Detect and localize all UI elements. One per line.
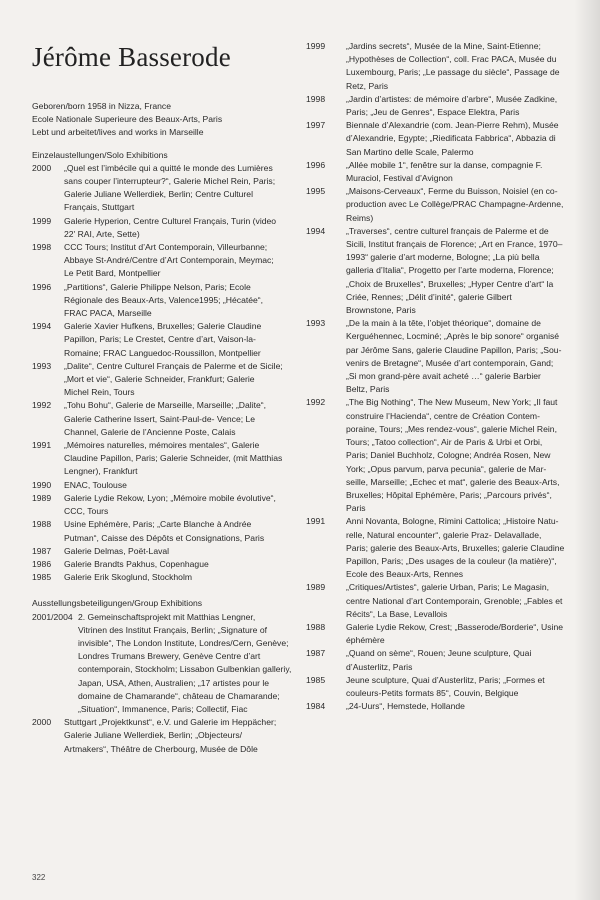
- exhibition-entry: [32, 360, 294, 400]
- exhibition-text-line: Brownstone, Paris: [346, 305, 416, 316]
- exhibition-entry: [32, 320, 294, 360]
- exhibition-text-line: „Situation“, Immanence, Paris; Collectif, Fiac: [78, 703, 248, 714]
- exhibition-text-line: „Hypothèses de Collection“, coll. Frac PACA, Musée du: [346, 54, 557, 65]
- exhibition-text-line: „Si mon grand-père avait acheté …“ galerie Barbier: [346, 371, 541, 382]
- exhibition-text-line: Channel, Galerie de l’Ancienne Poste, Calais: [64, 426, 236, 437]
- exhibition-year: 1998: [32, 242, 52, 253]
- exhibition-entry: [32, 716, 294, 756]
- exhibition-year: 1997: [306, 120, 326, 131]
- exhibition-text: [346, 621, 574, 647]
- exhibition-text-line: Galerie Xavier Hufkens, Bruxelles; Galerie Claudine: [64, 321, 262, 332]
- exhibition-text-line: Muraciol, Festival d’Avignon: [346, 173, 453, 184]
- exhibition-text-line: Paris: [346, 503, 366, 514]
- exhibition-text-line: centre National d’art Contemporain, Grenoble; „Fables et: [346, 595, 563, 606]
- exhibition-text-line: construire l’Hacienda“, centre de Création Contem-: [346, 410, 540, 421]
- exhibition-text: [64, 479, 294, 492]
- left-column: [32, 100, 294, 756]
- exhibition-entry: [32, 215, 294, 241]
- exhibition-text-line: 1993“ galerie d’art moderne, Bologne; „La più bella: [346, 252, 540, 263]
- exhibition-text-line: „Critiques/Artistes“, galerie Urban, Paris; Le Magasin,: [346, 582, 549, 593]
- exhibition-year: 1989: [32, 492, 52, 503]
- exhibition-text-line: „Partitions“, Galerie Philippe Nelson, Paris; Ecole: [64, 281, 251, 292]
- exhibition-text-line: „Quand on sème“, Rouen; Jeune sculpture, Quai: [346, 648, 532, 659]
- exhibition-text-line: Sicili, Institut français de Florence; „Art en France, 1970–: [346, 239, 563, 250]
- page-number: 322: [32, 873, 46, 882]
- exhibition-text-line: Bruxelles; Hôpital Ephémère, Paris; „Parcours privés“,: [346, 489, 552, 500]
- exhibition-text-line: poraine, Tours; „Mes rendez-vous“, galerie Michel Rein,: [346, 423, 557, 434]
- exhibition-text: [64, 215, 294, 241]
- exhibition-entry: [32, 241, 294, 281]
- exhibition-entry: [306, 93, 574, 119]
- exhibition-text: [346, 647, 574, 673]
- exhibition-year: 2000: [32, 717, 52, 728]
- group-exhibitions-list-left: [32, 611, 294, 756]
- exhibition-text-line: Galerie Lydie Rekow, Lyon; „Mémoire mobile évolutive“,: [64, 492, 276, 503]
- exhibition-year: 1992: [306, 397, 326, 408]
- exhibition-year: 1985: [32, 572, 52, 583]
- exhibition-entry: [306, 119, 574, 159]
- exhibition-text-line: Tours; „Tatoo collection“, Air de Paris & Urbi et Orbi,: [346, 437, 543, 448]
- exhibition-year: 1985: [306, 674, 326, 685]
- exhibition-entry: [32, 479, 294, 492]
- exhibition-entry: [306, 700, 574, 713]
- exhibition-text-line: Récits“, La Base, Levallois: [346, 608, 448, 619]
- exhibition-year: 1990: [32, 479, 52, 490]
- exhibition-year: 1991: [32, 440, 52, 451]
- exhibition-text: [346, 225, 574, 317]
- exhibition-year: 1989: [306, 582, 326, 593]
- biography-line: Ecole Nationale Superieure des Beaux-Arts, Paris: [32, 114, 223, 125]
- exhibition-text-line: Romaine; FRAC Languedoc-Roussillon, Montpellier: [64, 347, 261, 358]
- exhibition-text-line: Luxembourg, Paris; „Le passage du siècle“, Passage de: [346, 67, 560, 78]
- exhibition-entry: [32, 518, 294, 544]
- exhibition-text: [346, 93, 574, 119]
- solo-exhibitions-list: [32, 162, 294, 585]
- exhibition-text: [346, 185, 574, 225]
- exhibition-text: [64, 492, 294, 518]
- exhibition-entry: [306, 581, 574, 621]
- exhibition-year: 1991: [306, 516, 326, 527]
- exhibition-text-line: „Choix de Bruxelles“, Bruxelles; „Hyper Centre d’art“ la: [346, 278, 554, 289]
- exhibition-text-line: Stuttgart „Projektkunst“, e.V. und Galerie im Heppächer;: [64, 717, 277, 728]
- exhibition-text: [64, 399, 294, 439]
- exhibition-text-line: 2. Gemeinschaftsprojekt mit Matthias Lengner,: [78, 611, 256, 622]
- exhibition-text: [346, 581, 574, 621]
- exhibition-text-line: Galerie Juliane Wellerdiek, Berlin; Centre Culturel: [64, 189, 253, 200]
- exhibition-text: [64, 162, 294, 215]
- exhibition-text-line: relle, Natural encounter“, galerie Praz- Delavallade,: [346, 529, 542, 540]
- exhibition-text-line: „De la main à la tête, l’objet théorique“, domaine de: [346, 318, 541, 329]
- exhibition-text-line: 22' RAI, Arte, Sette): [64, 228, 140, 239]
- exhibition-text-line: „Jardins secrets“, Musée de la Mine, Saint-Etienne;: [346, 41, 541, 51]
- exhibition-year: 1986: [32, 558, 52, 569]
- exhibition-year: 1998: [306, 93, 326, 104]
- exhibition-text-line: Usine Ephémère, Paris; „Carte Blanche à Andrée: [64, 519, 252, 530]
- exhibition-year: 1996: [306, 159, 326, 170]
- exhibition-year: 1993: [306, 318, 326, 329]
- exhibition-entry: [306, 317, 574, 396]
- exhibition-text: [64, 518, 294, 544]
- exhibition-text-line: Criée, Rennes; „Délit d’inité“, galerie Gilbert: [346, 291, 512, 302]
- exhibition-text-line: Lengner), Frankfurt: [64, 466, 138, 477]
- exhibition-text: [346, 396, 574, 515]
- exhibition-text-line: Galerie Delmas, Poët-Laval: [64, 545, 170, 556]
- exhibition-entry: [32, 611, 294, 717]
- exhibition-text: [64, 545, 294, 558]
- exhibition-text-line: Paris; Daniel Buchholz, Cologne; Andréa Rosen, New: [346, 450, 551, 461]
- exhibition-text-line: production avec Le Collège/PRAC Champagne-Ardenne,: [346, 199, 564, 210]
- solo-exhibitions-heading: Einzelaustellungen/Solo Exhibitions: [32, 149, 168, 160]
- exhibition-text-line: Anni Novanta, Bologne, Rimini Cattolica; „Histoire Natu-: [346, 516, 559, 527]
- exhibition-entry: [306, 185, 574, 225]
- exhibition-year: 2000: [32, 162, 52, 173]
- exhibition-entry: [32, 545, 294, 558]
- exhibition-text-line: Le Petit Bard, Montpellier: [64, 268, 161, 279]
- biography-line: Lebt und arbeitet/lives and works in Marseille: [32, 127, 204, 138]
- exhibition-text-line: sans couper l’interrupteur?“, Galerie Michel Rein, Paris;: [64, 176, 276, 187]
- exhibition-year: 1988: [306, 621, 326, 632]
- exhibition-text-line: Galerie Erik Skoglund, Stockholm: [64, 572, 193, 583]
- exhibition-text-line: Claudine Papillon, Paris; Galerie Schneider, (mit Matthias: [64, 453, 283, 464]
- exhibition-entry: [32, 162, 294, 215]
- exhibition-year: 1992: [32, 400, 52, 411]
- exhibition-text-line: Michel Rein, Tours: [64, 387, 135, 398]
- exhibition-text-line: „Quel est l’imbécile qui a quitté le monde des Lumières: [64, 162, 273, 173]
- exhibition-entry: [32, 571, 294, 584]
- exhibition-text-line: Retz, Paris: [346, 80, 389, 91]
- exhibition-text-line: Galerie Lydie Rekow, Crest; „Basserode/Borderie“, Usine: [346, 621, 564, 632]
- exhibition-text: [346, 40, 574, 93]
- exhibition-text: [346, 700, 574, 713]
- exhibition-text-line: „24-Uurs“, Hemstede, Hollande: [346, 701, 465, 712]
- exhibition-text-line: Galerie Juliane Wellerdiek, Berlin; „Objecteurs/: [64, 730, 242, 741]
- exhibition-text: [64, 320, 294, 360]
- exhibition-text-line: Beltz, Paris: [346, 384, 390, 395]
- exhibition-entry: [32, 399, 294, 439]
- exhibition-entry: [32, 558, 294, 571]
- exhibition-year: 1988: [32, 519, 52, 530]
- exhibition-entry: [306, 40, 574, 93]
- exhibition-text-line: „Traverses“, centre culturel français de Palerme et de: [346, 225, 549, 236]
- exhibition-text-line: contemporain, Stockholm; Lissabon Gulbenkian galleriy,: [78, 664, 292, 675]
- right-column: [306, 40, 574, 713]
- exhibition-text-line: ENAC, Toulouse: [64, 479, 127, 490]
- artist-name-title: Jérôme Basserode: [32, 42, 231, 72]
- exhibition-text: [346, 159, 574, 185]
- exhibition-text-line: Galerie Catherine Issert, Saint-Paul-de- Vence; Le: [64, 413, 256, 424]
- exhibition-text: [64, 558, 294, 571]
- exhibition-entry: [306, 515, 574, 581]
- exhibition-text: [346, 119, 574, 159]
- exhibition-text-line: „Tohu Bohu“, Galerie de Marseille, Marseille; „Dalite“,: [64, 400, 267, 411]
- exhibition-text-line: éphémère: [346, 635, 385, 646]
- exhibition-text-line: Artmakers“, Théâtre de Cherbourg, Musée de Dôle: [64, 743, 258, 754]
- exhibition-entry: [306, 647, 574, 673]
- exhibition-text-line: Londres Trumans Brewery, Genève Centre d’art: [78, 651, 261, 662]
- group-exhibitions-list-right: [306, 40, 574, 713]
- exhibition-year: 2001/2004: [32, 611, 73, 622]
- exhibition-text-line: Français, Stuttgart: [64, 202, 135, 213]
- exhibition-text-line: d’Austerlitz, Paris: [346, 661, 413, 672]
- exhibition-entry: [306, 225, 574, 317]
- exhibition-text: [64, 281, 294, 321]
- exhibition-year: 1993: [32, 360, 52, 371]
- exhibition-text-line: „Mémoires naturelles, mémoires mentales“, Galerie: [64, 440, 260, 451]
- exhibition-text-line: York; „Opus parvum, parva pecunia“, galerie de Mar-: [346, 463, 547, 474]
- exhibition-text-line: d’Alexandrie, Egypte; „Riedificata Fabbrica“, Abbazia di: [346, 133, 556, 144]
- exhibition-text-line: Jeune sculpture, Quai d’Austerlitz, Paris; „Formes et: [346, 674, 545, 685]
- exhibition-year: 1999: [32, 215, 52, 226]
- exhibition-text-line: Papillon, Paris; Le Crestet, Centre d’art, Vaison-la-: [64, 334, 256, 345]
- exhibition-text-line: Japan, USA, Athen, Australien; „17 artistes pour le: [78, 677, 270, 688]
- exhibition-text: [64, 439, 294, 479]
- exhibition-text-line: par Jérôme Sans, galerie Claudine Papillon, Paris; „Sou-: [346, 344, 562, 355]
- exhibition-text-line: Abbaye St-André/Centre d’Art Contemporain, Meymac;: [64, 255, 274, 266]
- exhibition-text-line: couleurs-Petits formats 85“, Couvin, Belgique: [346, 687, 519, 698]
- exhibition-entry: [306, 396, 574, 515]
- exhibition-text-line: „Mort et vie“, Galerie Schneider, Frankfurt; Galerie: [64, 374, 255, 385]
- exhibition-year: 1999: [306, 41, 326, 51]
- exhibition-text-line: FRAC PACA, Marseille: [64, 308, 152, 319]
- exhibition-text-line: Paris; „Jeu de Genres“, Espace Elektra, Paris: [346, 107, 520, 118]
- exhibition-text-line: CCC Tours; Institut d’Art Contemporain, Villeurbanne;: [64, 242, 268, 253]
- exhibition-text: [64, 241, 294, 281]
- exhibition-entry: [306, 621, 574, 647]
- exhibition-text-line: „Allée mobile 1“, fenêtre sur la danse, compagnie F.: [346, 159, 543, 170]
- exhibition-year: 1987: [306, 648, 326, 659]
- exhibition-text-line: „The Big Nothing“, The New Museum, New York; „Il faut: [346, 397, 558, 408]
- exhibition-text-line: Ecole des Beaux-Arts, Rennes: [346, 569, 464, 580]
- exhibition-text-line: Papillon, Paris; „Des usages de la couleur (la matière)“,: [346, 555, 557, 566]
- exhibition-text-line: „Jardin d’artistes: de mémoire d’arbre“, Musée Zadkine,: [346, 93, 558, 104]
- biography-line: Geboren/born 1958 in Nizza, France: [32, 101, 172, 111]
- exhibition-entry: [32, 492, 294, 518]
- exhibition-text-line: CCC, Tours: [64, 506, 109, 517]
- exhibition-text-line: Vitrinen des Institut Français, Berlin; „Signature of: [78, 624, 267, 635]
- exhibition-text-line: Putman“, Caisse des Dépôts et Consignations, Paris: [64, 532, 265, 543]
- exhibition-text-line: domaine de Chamarande“, château de Chamarande;: [78, 690, 280, 701]
- exhibition-text-line: Paris; galerie des Beaux-Arts, Bruxelles; galerie Claudine: [346, 542, 565, 553]
- exhibition-text-line: seille, Marseille; „Echec et mat“, galerie des Beaux-Arts,: [346, 476, 560, 487]
- exhibition-text-line: Reims): [346, 212, 374, 223]
- exhibition-text-line: Kerguéhennec, Locminé; „Après le bip sonore“ organisé: [346, 331, 560, 342]
- exhibition-text-line: Galerie Brandts Pakhus, Copenhague: [64, 558, 209, 569]
- exhibition-text: [346, 317, 574, 396]
- exhibition-entry: [32, 281, 294, 321]
- exhibition-text: [78, 611, 294, 717]
- exhibition-text: [346, 515, 574, 581]
- exhibition-text-line: galleria d’Italia“, Progetto per l’arte moderna, Florence;: [346, 265, 554, 276]
- exhibition-year: 1996: [32, 281, 52, 292]
- exhibition-text: [64, 571, 294, 584]
- exhibition-year: 1987: [32, 545, 52, 556]
- exhibition-text-line: San Martino delle Scale, Palermo: [346, 146, 474, 157]
- exhibition-entry: [306, 674, 574, 700]
- exhibition-text-line: invisible“, The London Institute, Londres/Cern, Genève;: [78, 637, 289, 648]
- exhibition-year: 1995: [306, 186, 326, 197]
- exhibition-entry: [306, 159, 574, 185]
- group-exhibitions-heading: Ausstellungsbeteiligungen/Group Exhibitions: [32, 598, 203, 609]
- exhibition-text: [64, 716, 294, 756]
- exhibition-year: 1984: [306, 701, 326, 712]
- exhibition-text-line: venirs de Bretagne“, Musée d’art contemporain, Gand;: [346, 357, 554, 368]
- exhibition-text: [64, 360, 294, 400]
- page-edge-shadow: [574, 0, 600, 900]
- exhibition-text: [346, 674, 574, 700]
- exhibition-text-line: „Maisons-Cerveaux“, Ferme du Buisson, Noisiel (en co-: [346, 186, 558, 197]
- exhibition-text-line: Galerie Hyperion, Centre Culturel Français, Turin (video: [64, 215, 277, 226]
- exhibition-text-line: „Dalite“, Centre Culturel Français de Palerme et de Sicile;: [64, 360, 283, 371]
- exhibition-year: 1994: [306, 225, 326, 236]
- exhibition-text-line: Régionale des Beaux-Arts, Valence1995; „Hécatée“,: [64, 294, 264, 305]
- exhibition-entry: [32, 439, 294, 479]
- biography-intro: [32, 100, 294, 140]
- exhibition-text-line: Biennale d’Alexandrie (com. Jean-Pierre Rehm), Musée: [346, 120, 559, 131]
- exhibition-year: 1994: [32, 321, 52, 332]
